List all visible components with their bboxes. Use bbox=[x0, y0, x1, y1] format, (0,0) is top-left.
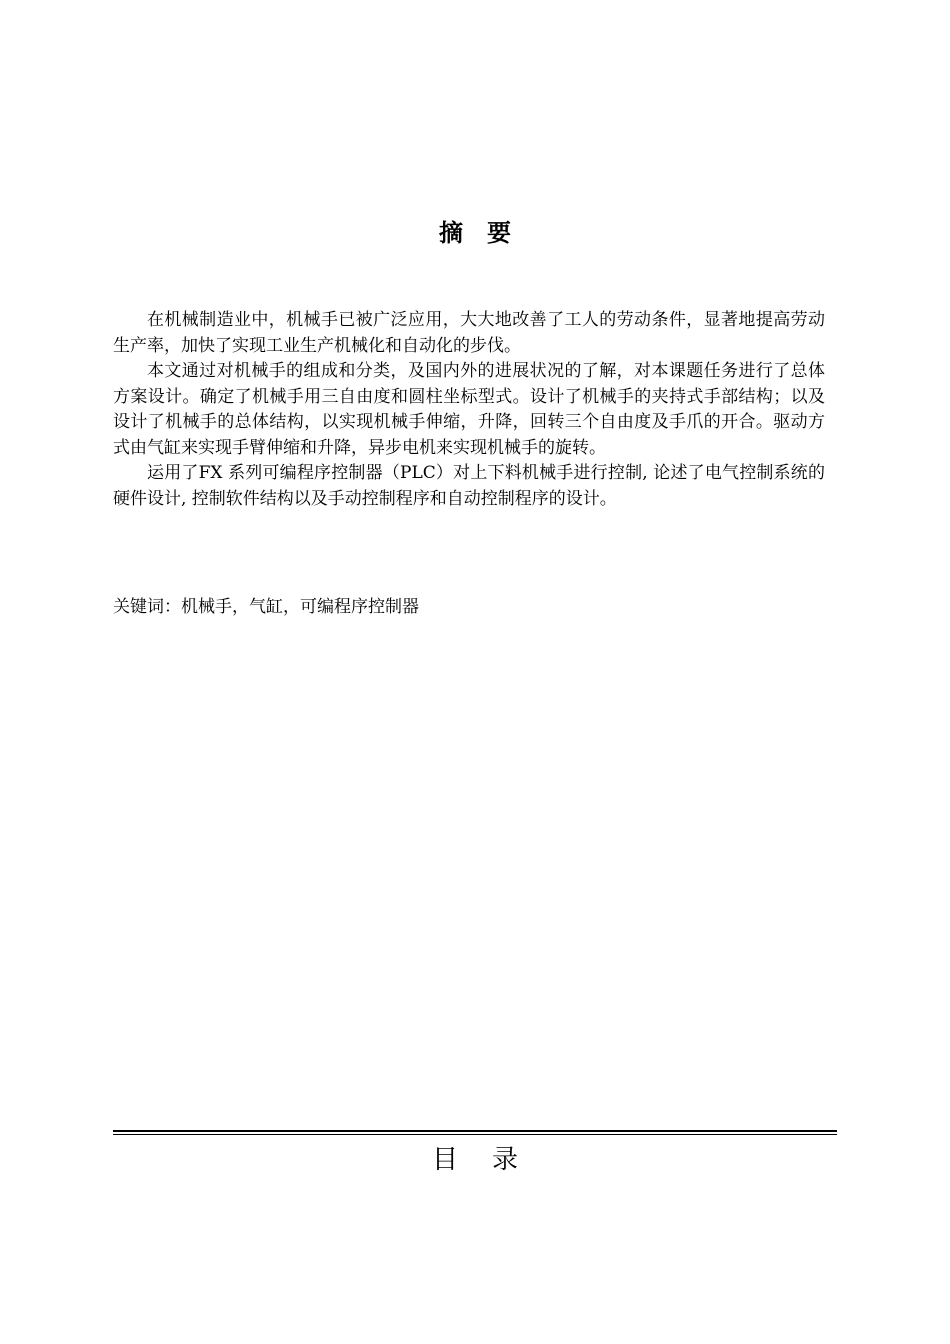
abstract-title-char-1: 摘 bbox=[439, 219, 463, 247]
abstract-title bbox=[0, 213, 950, 253]
abstract-paragraph: 在机械制造业中，机械手已被广泛应用，大大地改善了工人的劳动条件，显著地提高劳动生产率，加快了实现工业生产机械化和自动化的步伐。 bbox=[113, 310, 825, 356]
abstract-paragraph: 本文通过对机械手的组成和分类，及国内外的进展状况的了解，对本课题任务进行了总体方案设计。确定了机械手用三自由度和圆柱坐标型式。设计了机械手的夹持式手部结构；以及设计了机械手的总体结构，以实现机械手伸缩，升降，回转三个自由度及手爪的开合。驱动方式由气缸来实现手臂伸缩和升降，异步电机来实现机械手的旋转。 bbox=[113, 361, 825, 458]
keywords-line: 关键词：机械手，气缸，可编程序控制器 bbox=[113, 597, 419, 617]
toc-title-char-2: 录 bbox=[492, 1145, 519, 1175]
abstract-paragraph: 运用了FX 系列可编程序控制器（PLC）对上下料机械手进行控制, 论述了电气控制系统的硬件设计, 控制软件结构以及手动控制程序和自动控制程序的设计。 bbox=[113, 463, 825, 509]
abstract-body bbox=[113, 308, 825, 512]
toc-title-char-1: 目 bbox=[431, 1145, 458, 1175]
section-divider-thin bbox=[113, 1134, 837, 1135]
toc-title bbox=[0, 1140, 950, 1180]
section-divider-thick bbox=[113, 1130, 837, 1132]
abstract-title-char-2: 要 bbox=[487, 219, 511, 247]
